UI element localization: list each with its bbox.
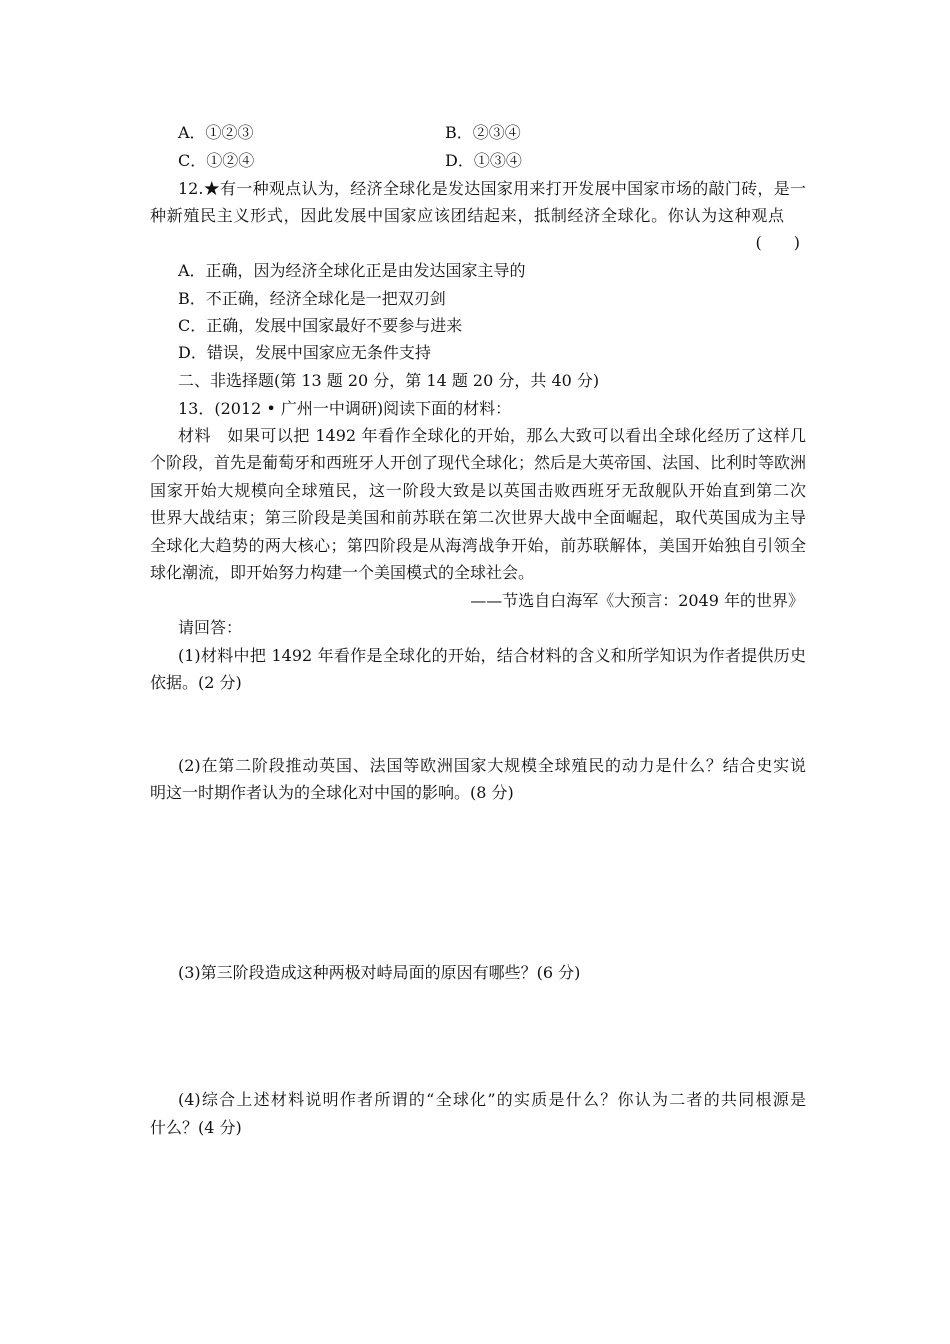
q12-option-a: A．正确，因为经济全球化正是由发达国家主导的 [178,261,526,280]
q13-material-line-4: 世界大战结束；第三阶段是美国和前苏联在第二次世界大战中全面崛起，取代英国成为主导 [150,508,806,527]
q12-stem-line-2: 种新殖民主义形式，因此发展中国家应该团结起来，抵制经济全球化。你认为这种观点 [150,206,784,225]
q12-option-d: D．错误，发展中国家应无条件支持 [178,343,431,362]
q13-sub1-line-2: 依据。(2 分) [150,673,242,692]
q12-stem-line-1: 12.★有一种观点认为，经济全球化是发达国家用来打开发展中国家市场的敲门砖，是一 [178,179,806,198]
q13-material-line-2: 个阶段，首先是葡萄牙和西班牙人开创了现代全球化；然后是大英帝国、法国、比利时等欧洲 [150,453,807,472]
q13-sub4-line-2: 什么？(4 分) [150,1118,242,1137]
q13-sub2-line-1: (2)在第二阶段推动英国、法国等欧洲国家大规模全球殖民的动力是什么？结合史实说 [178,756,806,775]
q12-answer-bracket: ( ) [755,233,800,252]
q12-option-b: B．不正确，经济全球化是一把双刃剑 [178,289,446,308]
q13-ask: 请回答： [178,618,243,637]
q13-intro: 13．(2012 • 广州一中调研)阅读下面的材料： [178,399,512,418]
q11-option-d: D．①③④ [445,151,522,170]
q11-option-b: B．②③④ [445,123,521,142]
q13-material-line-5: 全球化大趋势的两大核心；第四阶段是从海湾战争开始，前苏联解体，美国开始独自引领全 [150,536,806,555]
q13-material-source: ——节选自白海军《大预言：2049 年的世界》 [470,591,804,610]
q13-sub3: (3)第三阶段造成这种两极对峙局面的原因有哪些？(6 分) [178,963,581,982]
q13-sub2-line-2: 明这一时期作者认为的全球化对中国的影响。(8 分) [150,783,514,802]
q11-option-c: C．①②④ [178,151,255,170]
q13-material-line-1: 材料 如果可以把 1492 年看作全球化的开始，那么大致可以看出全球化经历了这样几 [178,426,806,445]
section-heading-non-choice: 二、非选择题(第 13 题 20 分，第 14 题 20 分，共 40 分) [178,371,600,390]
q13-sub4-line-1: (4)综合上述材料说明作者所谓的“全球化”的实质是什么？你认为二者的共同根源是 [178,1090,806,1109]
q12-option-c: C．正确，发展中国家最好不要参与进来 [178,316,463,335]
q13-sub1-line-1: (1)材料中把 1492 年看作是全球化的开始，结合材料的含义和所学知识为作者提供历史 [178,646,806,665]
q11-option-a: A．①②③ [178,123,254,142]
q13-material-line-6: 球化潮流，即开始努力构建一个美国模式的全球社会。 [150,563,535,582]
q13-material-line-3: 国家开始大规模向全球殖民，这一阶段大致是以英国击败西班牙无敌舰队开始直到第二次 [150,481,806,500]
